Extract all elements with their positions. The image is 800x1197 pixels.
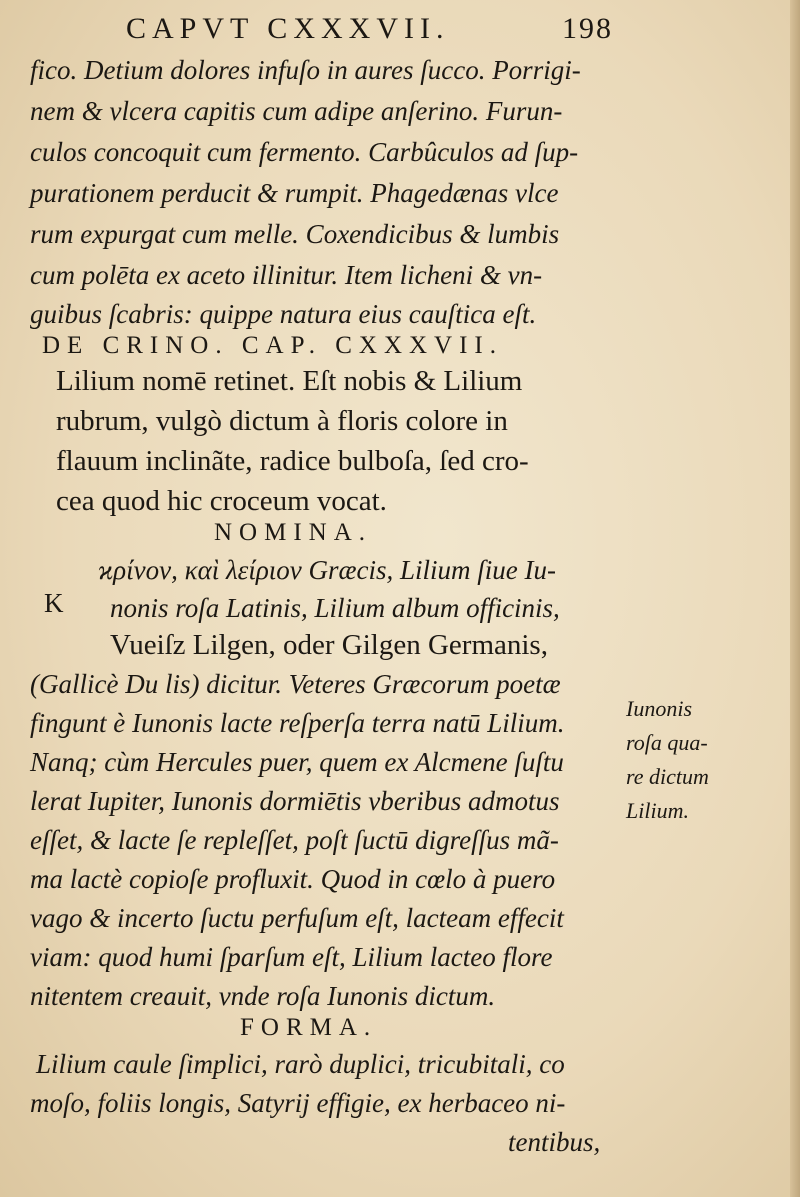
text-line: lerat Iupiter, Iunonis dormiētis vberibus admotus	[30, 786, 560, 816]
running-header	[126, 6, 646, 52]
margin-note-line: re dictum	[626, 764, 709, 789]
text-line: culos concoquit cum fermento. Carbûculos ad ſup-	[30, 137, 579, 167]
margin-note-line: Iunonis	[626, 696, 692, 721]
text-line: Lilium nomē retinet. Eſt nobis & Lilium	[56, 365, 523, 397]
text-line: tentibus,	[508, 1127, 601, 1157]
subheading-forma: FORMA.	[240, 1014, 378, 1041]
text-line: rubrum, vulgò dictum à floris colore in	[56, 405, 508, 437]
text-line: cum polēta ex aceto illinitur. Item licheni & vn-	[30, 260, 543, 290]
text-line: nitentem creauit, vnde roſa Iunonis dictum.	[30, 981, 496, 1011]
text-line: fico. Detium dolores infuſo in aures ſucco. Porrigi-	[30, 55, 581, 85]
text-line: vago & incerto ſuctu perfuſum eſt, lacteam effecit	[30, 903, 564, 933]
section-heading: DE CRINO. CAP. CXXXVII.	[42, 332, 504, 359]
text-line: rum expurgat cum melle. Coxendicibus & lumbis	[30, 219, 560, 249]
text-line: flauum inclinãte, radice bulboſa, ſed cro-	[56, 445, 529, 477]
page-number: 198	[562, 12, 613, 45]
text-line: ϰρίνον, καὶ λείριον Græcis, Lilium ſiue Iu-	[98, 555, 557, 585]
text-line: fingunt è Iunonis lacte reſperſa terra natū Lilium.	[30, 708, 565, 738]
text-line: guibus ſcabris: quippe natura eius cauſtica eſt.	[30, 299, 537, 329]
subheading-nomina: NOMINA.	[214, 519, 373, 546]
text-line: ma lactè copioſe profluxit. Quod in cœlo à puero	[30, 864, 556, 894]
text-line: purationem perducit & rumpit. Phagedænas vlce	[30, 178, 559, 208]
text-line: nonis roſa Latinis, Lilium album officinis,	[110, 593, 560, 623]
text-line: Nanq; cùm Hercules puer, quem ex Alcmene ſuſtu	[30, 747, 564, 777]
text-line: viam: quod humi ſparſum eſt, Lilium lacteo flore	[30, 942, 553, 972]
text-line: moſo, foliis longis, Satyrij effigie, ex herbaceo ni-	[30, 1088, 566, 1118]
page-edge	[790, 0, 800, 1197]
text-line: nem & vlcera capitis cum adipe anſerino. Furun-	[30, 96, 563, 126]
text-line: Lilium caule ſimplici, rarò duplici, tricubitali, co	[36, 1049, 565, 1079]
text-line: cea quod hic croceum vocat.	[56, 485, 387, 517]
margin-letter: K	[44, 588, 64, 618]
text-line: Vueiſz Lilgen, oder Gilgen Germanis,	[110, 629, 548, 661]
text-line: (Gallicè Du lis) dicitur. Veteres Græcorum poetæ	[30, 669, 561, 699]
chapter-title: CAPVT CXXXVII.	[126, 12, 450, 45]
text-line: eſſet, & lacte ſe repleſſet, poſt ſuctū digreſſus mã-	[30, 825, 559, 855]
margin-note-line: roſa qua-	[626, 730, 708, 755]
margin-note-line: Lilium.	[626, 798, 689, 823]
